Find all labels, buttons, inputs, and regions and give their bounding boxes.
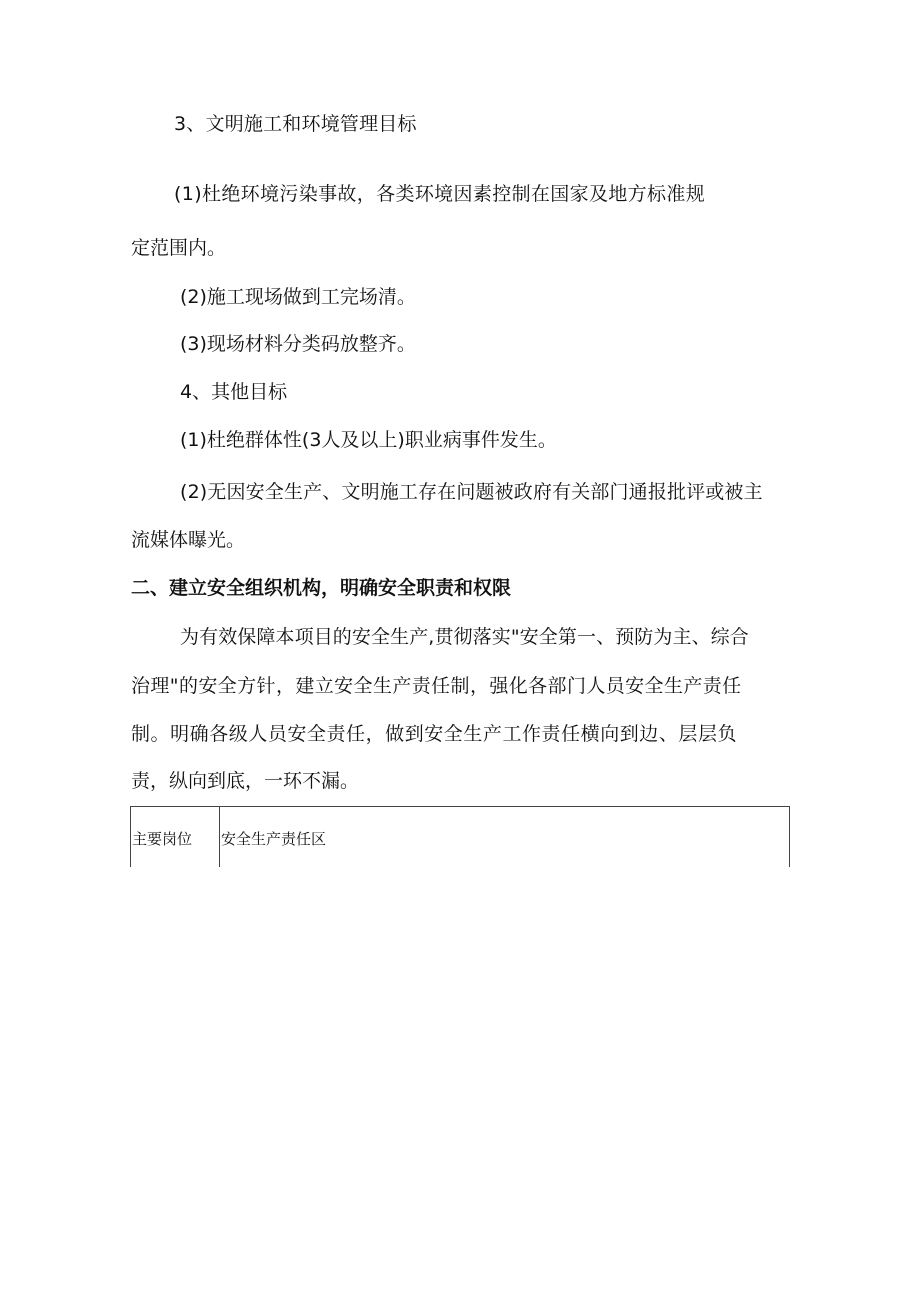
item-pollution-line2: 定范围内。 — [131, 237, 227, 259]
table-border-left — [130, 807, 131, 867]
table-border-right — [789, 807, 790, 867]
section-paragraph-line4: 责，纵向到底，一环不漏。 — [131, 770, 360, 792]
heading-civilized-construction: 3、文明施工和环境管理目标 — [174, 113, 417, 135]
section-title: 二、建立安全组织机构，明确安全职责和权限 — [131, 577, 512, 599]
item-no-criticism-line1: (2)无因安全生产、文明施工存在问题被政府有关部门通报批评或被主 — [180, 481, 763, 503]
item-occupational-disease: (1)杜绝群体性(3人及以上)职业病事件发生。 — [180, 429, 557, 451]
item-no-criticism-line2: 流媒体曝光。 — [131, 529, 246, 551]
responsibility-table — [130, 806, 790, 867]
table-border-divider — [219, 807, 220, 867]
table-header-position: 主要岗位 — [132, 830, 193, 848]
section-paragraph-line1: 为有效保障本项目的安全生产,贯彻落实"安全第一、预防为主、综合 — [180, 626, 749, 648]
section-paragraph-line3: 制。明确各级人员安全责任，做到安全生产工作责任横向到边、层层负 — [131, 723, 738, 745]
section-paragraph-line2: 治理"的安全方针，建立安全生产责任制，强化各部门人员安全生产责任 — [131, 675, 742, 697]
item-pollution-line1: (1)杜绝环境污染事故，各类环境因素控制在国家及地方标准规 — [174, 183, 706, 205]
item-materials-stacked: (3)现场材料分类码放整齐。 — [180, 333, 416, 355]
heading-other-goals: 4、其他目标 — [180, 381, 288, 403]
item-site-clean: (2)施工现场做到工完场清。 — [180, 286, 416, 308]
table-header-responsibility: 安全生产责任区 — [221, 830, 327, 848]
